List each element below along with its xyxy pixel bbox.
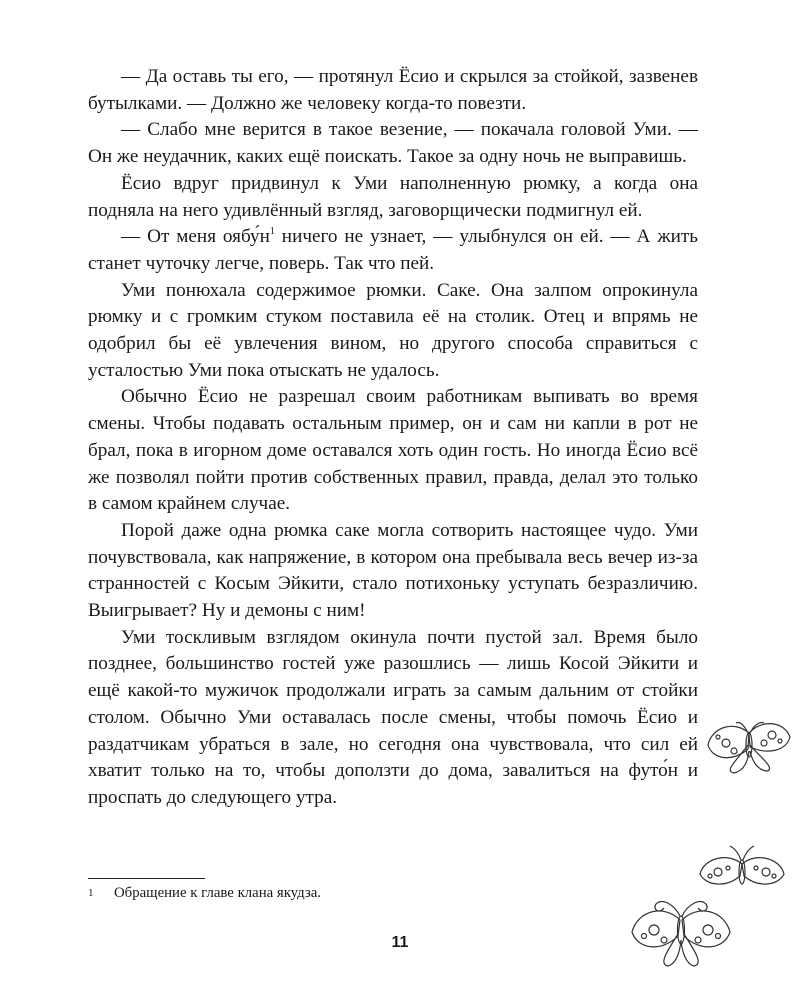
paragraph: Уми понюхала содержимое рюмки. Саке. Она залпом опрокинула рюмку и с громким стуком поставила её на столик. Отец и впрямь не одобрил бы её увлечения вином, но другого способа справиться с усталостью Уми пока отыскать не удалось. (88, 279, 698, 381)
moth-icon (628, 890, 734, 968)
paragraph: Порой даже одна рюмка саке могла сотворить настоящее чудо. Уми почувствовала, как напряжение, в котором она пребывала весь вечер из-за странностей с Косым Эйкити, стало потихоньку уступать безразличию. Выигрывает? Ну и демоны с ним! (88, 519, 698, 622)
footnote-mark: 1 (88, 887, 94, 899)
footnote (88, 884, 321, 902)
paragraph: Обычно Ёсио не разрешал своим работникам выпивать во время смены. Чтобы подавать остальным пример, он и сам ни капли в рот не брал, пока в игорном доме оставался хоть один гость. Но иногда Ёсио всё же позволял пойти против собственных правил, правда, делал это только в самом крайнем случае. (88, 386, 698, 515)
footnote-text: Обращение к главе клана якудза. (114, 885, 321, 901)
paragraph-text: ничего не узнает, — улыбнулся он ей. — А жить станет чуточку легче, поверь. Так что пей. (88, 226, 698, 274)
footnote-ref[interactable]: 1 (269, 225, 275, 237)
paragraph: Ёсио вдруг придвинул к Уми наполненную рюмку, а когда она подняла на него удивлённый взгляд, заговорщически подмигнул ей. (88, 172, 698, 221)
paragraph: — Да оставь ты его, — протянул Ёсио и скрылся за стойкой, зазвенев бутылками. — Должно же человеку когда-то повезти. (88, 66, 698, 114)
footnote-divider (88, 878, 205, 879)
main-text (88, 64, 698, 812)
moth-icon (704, 715, 794, 775)
paragraph (88, 224, 698, 277)
paragraph: Уми тоскливым взглядом окинула почти пустой зал. Время было позднее, большинство гостей уже разошлись — лишь Косой Эйкити и ещё какой-то мужичок продолжали играть за самым дальним от стойки столом. Обычно Уми оставалась после смены, чтобы помочь Ёсио и раздатчикам убраться в зале, но сегодня она чувствовала, что сил ей хватит только на то, чтобы доползти до дома, завалиться на футо́н и проспать до следующего утра. (88, 626, 698, 808)
page-number: 11 (391, 934, 409, 951)
paragraph-text: — От меня оябу́н (121, 226, 270, 248)
paragraph: — Слабо мне верится в такое везение, — покачала головой Уми. — Он же неудачник, каких ещё поискать. Такое за одну ночь не выправишь. (88, 119, 698, 168)
